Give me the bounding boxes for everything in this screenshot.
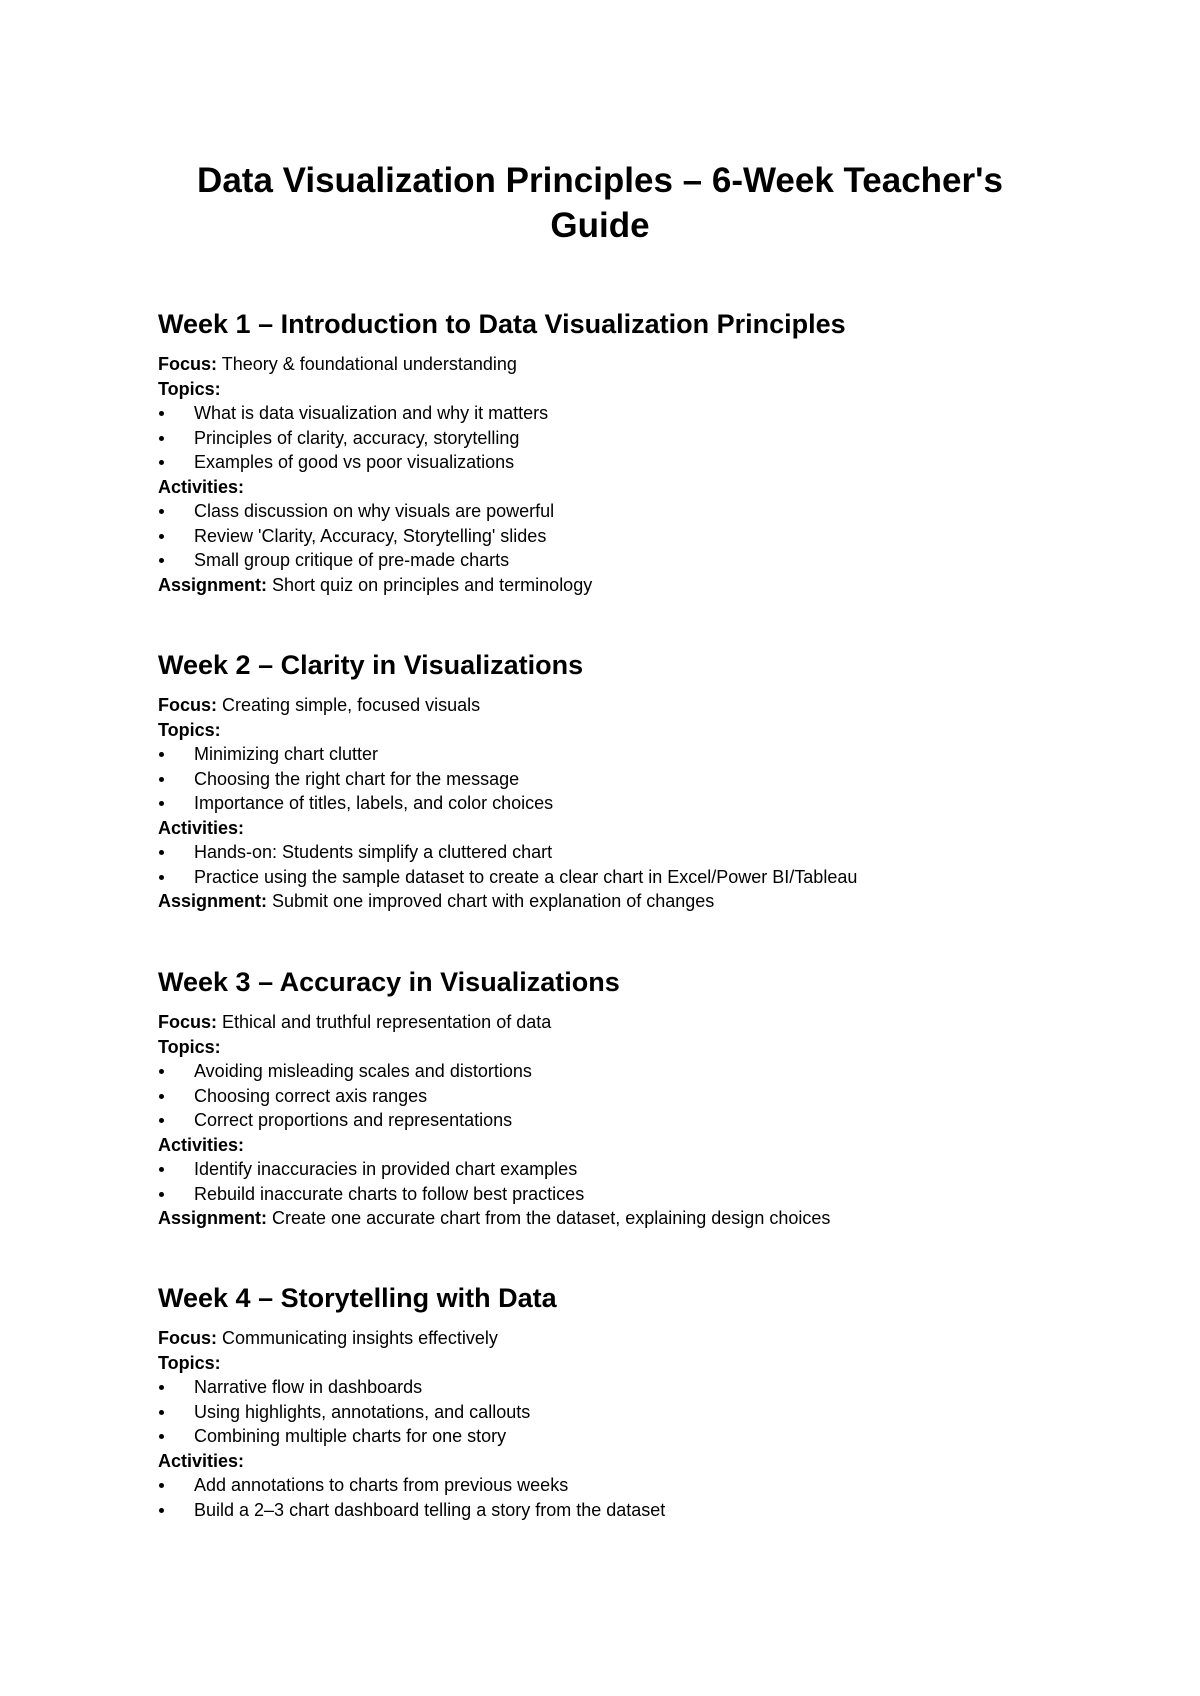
list-item xyxy=(158,548,1058,573)
topic-text: Narrative flow in dashboards xyxy=(194,1377,423,1397)
bullet-icon xyxy=(159,509,164,514)
document-title: Data Visualization Principles – 6-Week Teacher's Guide xyxy=(197,161,1003,245)
list-item xyxy=(158,1084,1058,1109)
assignment-text: Create one accurate chart from the dataset, explaining design choices xyxy=(272,1208,831,1228)
bullet-icon xyxy=(159,558,164,563)
topics-list xyxy=(158,1375,1058,1449)
bullet-icon xyxy=(159,1094,164,1099)
activity-text: Build a 2–3 chart dashboard telling a story from the dataset xyxy=(194,1499,666,1520)
list-item xyxy=(158,742,1058,767)
topic-text: Examples of good vs poor visualizations xyxy=(194,452,515,472)
list-item xyxy=(158,1157,1058,1182)
focus-line xyxy=(158,693,1058,718)
bullet-icon xyxy=(159,436,164,441)
topic-text: Using highlights, annotations, and callouts xyxy=(194,1401,531,1422)
topic-text: Importance of titles, labels, and color choices xyxy=(194,793,554,813)
list-item xyxy=(158,450,1058,475)
focus-label: Focus: xyxy=(158,1328,218,1348)
bullet-icon xyxy=(159,875,164,880)
bullet-icon xyxy=(159,777,164,782)
topics-list xyxy=(158,742,1058,816)
topics-list xyxy=(158,1059,1058,1133)
bullet-icon xyxy=(159,1385,164,1390)
topic-text: Principles of clarity, accuracy, storytelling xyxy=(194,427,520,448)
list-item xyxy=(158,524,1058,549)
bullet-icon xyxy=(159,801,164,806)
list-item xyxy=(158,1182,1058,1207)
week-heading: Week 4 – Storytelling with Data xyxy=(158,1283,557,1313)
topic-text: Avoiding misleading scales and distortions xyxy=(194,1061,532,1081)
bullet-icon xyxy=(159,1483,164,1488)
activity-text: Practice using the sample dataset to create a clear chart in Excel/Power BI/Tableau xyxy=(194,866,858,887)
assignment-label: Assignment: xyxy=(158,1208,268,1228)
focus-label: Focus: xyxy=(158,695,218,715)
assignment-label: Assignment: xyxy=(158,891,268,911)
topics-list xyxy=(158,401,1058,475)
bullet-icon xyxy=(159,1192,164,1197)
bullet-icon xyxy=(159,534,164,539)
activities-label: Activities: xyxy=(158,476,245,497)
list-item xyxy=(158,401,1058,426)
activities-list xyxy=(158,840,1058,889)
week-section-3 xyxy=(158,965,1058,1231)
list-item xyxy=(158,1400,1058,1425)
topics-label: Topics: xyxy=(158,1036,221,1057)
bullet-icon xyxy=(159,1069,164,1074)
topic-text: Combining multiple charts for one story xyxy=(194,1426,507,1446)
list-item xyxy=(158,791,1058,816)
topics-label: Topics: xyxy=(158,1352,221,1373)
topics-label: Topics: xyxy=(158,719,221,740)
focus-text: Ethical and truthful representation of data xyxy=(222,1012,552,1032)
focus-text: Creating simple, focused visuals xyxy=(222,695,481,715)
focus-text: Communicating insights effectively xyxy=(222,1328,498,1348)
bullet-icon xyxy=(159,460,164,465)
bullet-icon xyxy=(159,1508,164,1513)
assignment-text: Submit one improved chart with explanation of changes xyxy=(272,891,715,911)
list-item xyxy=(158,1498,1058,1523)
bullet-icon xyxy=(159,1167,164,1172)
list-item xyxy=(158,865,1058,890)
list-item xyxy=(158,840,1058,865)
week-heading: Week 2 – Clarity in Visualizations xyxy=(158,650,584,680)
list-item xyxy=(158,1108,1058,1133)
activities-label: Activities: xyxy=(158,1134,245,1155)
activities-list xyxy=(158,1473,1058,1522)
topic-text: Choosing the right chart for the message xyxy=(194,768,520,789)
bullet-icon xyxy=(159,1410,164,1415)
activities-label: Activities: xyxy=(158,817,245,838)
focus-line xyxy=(158,1326,1058,1351)
list-item xyxy=(158,1424,1058,1449)
topic-text: What is data visualization and why it matters xyxy=(194,403,549,423)
focus-label: Focus: xyxy=(158,354,218,374)
week-section-2 xyxy=(158,648,1058,914)
focus-line xyxy=(158,352,1058,377)
assignment-line xyxy=(158,1206,1058,1231)
activity-text: Small group critique of pre-made charts xyxy=(194,550,510,570)
bullet-icon xyxy=(159,752,164,757)
assignment-line xyxy=(158,573,1058,598)
activities-list xyxy=(158,1157,1058,1206)
focus-text: Theory & foundational understanding xyxy=(221,354,517,374)
list-item xyxy=(158,767,1058,792)
activity-text: Rebuild inaccurate charts to follow best practices xyxy=(194,1183,585,1204)
bullet-icon xyxy=(159,1118,164,1123)
week-section-4 xyxy=(158,1281,1058,1522)
week-section-1 xyxy=(158,307,1058,597)
list-item xyxy=(158,1473,1058,1498)
topic-text: Minimizing chart clutter xyxy=(194,744,379,764)
activity-text: Add annotations to charts from previous weeks xyxy=(194,1475,569,1495)
assignment-text: Short quiz on principles and terminology xyxy=(272,574,593,595)
bullet-icon xyxy=(159,1434,164,1439)
activities-label: Activities: xyxy=(158,1450,245,1471)
assignment-label: Assignment: xyxy=(158,574,268,595)
activity-text: Hands-on: Students simplify a cluttered chart xyxy=(194,842,553,862)
activity-text: Class discussion on why visuals are powerful xyxy=(194,501,555,521)
focus-label: Focus: xyxy=(158,1012,218,1032)
activities-list xyxy=(158,499,1058,573)
week-heading: Week 1 – Introduction to Data Visualization Principles xyxy=(158,309,846,339)
bullet-icon xyxy=(159,850,164,855)
bullet-icon xyxy=(159,411,164,416)
activity-text: Identify inaccuracies in provided chart examples xyxy=(194,1159,578,1179)
focus-line xyxy=(158,1010,1058,1035)
list-item xyxy=(158,426,1058,451)
topic-text: Correct proportions and representations xyxy=(194,1110,513,1130)
list-item xyxy=(158,1059,1058,1084)
activity-text: Review 'Clarity, Accuracy, Storytelling' slides xyxy=(194,525,547,546)
list-item xyxy=(158,1375,1058,1400)
topic-text: Choosing correct axis ranges xyxy=(194,1085,428,1106)
week-heading: Week 3 – Accuracy in Visualizations xyxy=(158,967,620,997)
list-item xyxy=(158,499,1058,524)
assignment-line xyxy=(158,889,1058,914)
topics-label: Topics: xyxy=(158,378,221,399)
